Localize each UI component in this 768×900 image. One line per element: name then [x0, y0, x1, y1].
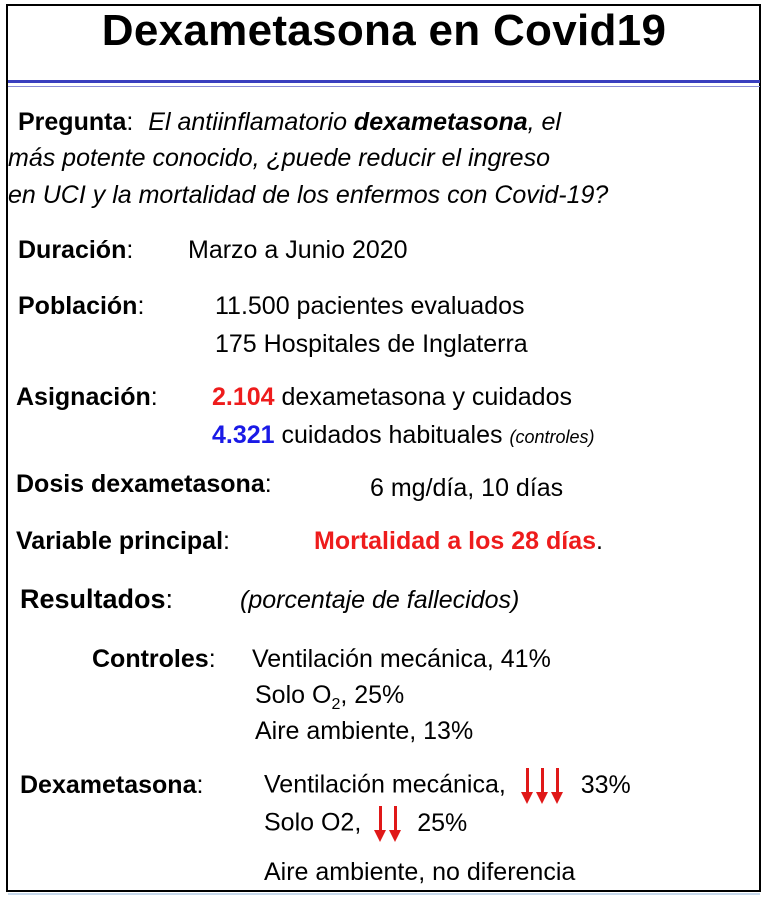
primary-variable-row: [16, 527, 230, 556]
dose-value: 6 mg/día, 10 días: [370, 474, 564, 502]
down-arrow-icon: [521, 768, 535, 804]
down-arrow-icon: [551, 768, 565, 804]
assignment-label: Asignación: [16, 383, 151, 411]
controls-line-2: [255, 681, 405, 713]
controls-line-2-pre: Solo O: [255, 681, 332, 709]
population-line-2: 175 Hospitales de Inglaterra: [215, 330, 528, 358]
population-row: [18, 292, 144, 321]
dose-label: Dosis dexametasona: [16, 470, 265, 498]
assignment-ctrl-count: 4.321: [212, 421, 275, 449]
dose-colon: :: [264, 470, 272, 498]
controls-line-3: Aire ambiente, 13%: [255, 717, 474, 745]
population-colon: :: [137, 292, 145, 320]
duration-label: Duración: [18, 236, 127, 264]
assignment-dex-count: 2.104: [212, 383, 275, 411]
primary-variable-period: .: [596, 527, 603, 555]
results-label: Resultados: [20, 584, 166, 614]
down-arrows-double: [374, 809, 404, 837]
dex-line-1-text: Ventilación mecánica,: [264, 770, 506, 799]
primary-variable-value-line: [314, 527, 603, 556]
duration-value: Marzo a Junio 2020: [188, 236, 408, 264]
question-text-pre: El antiinflamatorio: [148, 108, 354, 136]
primary-variable-colon: :: [223, 527, 230, 555]
dex-line-3: Aire ambiente, no diferencia: [264, 858, 576, 886]
controls-row: [92, 645, 216, 674]
assignment-ctrl-line: [212, 421, 594, 450]
assignment-dex-line: [212, 383, 572, 412]
controls-line-2-sub: 2: [331, 696, 341, 713]
title-rule-thin: [8, 86, 760, 87]
down-arrow-icon: [536, 768, 550, 804]
dex-line-2: [264, 806, 467, 842]
population-line-1: 11.500 pacientes evaluados: [215, 292, 525, 320]
controls-line-1: Ventilación mecánica, 41%: [252, 645, 551, 673]
dex-row: [20, 771, 203, 800]
question-text-post: , el: [527, 108, 561, 136]
assignment-row: [16, 383, 158, 412]
down-arrow-icon: [389, 806, 403, 842]
question-line-1: [18, 108, 561, 137]
dex-label: Dexametasona: [20, 771, 197, 799]
question-text-bold: dexametasona: [353, 108, 528, 136]
question-colon: :: [126, 108, 134, 136]
assignment-dex-text: dexametasona y cuidados: [274, 383, 572, 411]
dose-row: [16, 470, 272, 499]
dex-line-2-text: Solo O2,: [264, 808, 362, 837]
down-arrow-icon: [374, 806, 388, 842]
controls-label: Controles: [92, 645, 209, 673]
dex-line-1-value: 33%: [580, 770, 631, 799]
assignment-colon: :: [150, 383, 158, 411]
primary-variable-label: Variable principal: [16, 527, 224, 555]
assignment-ctrl-text: cuidados habituales: [274, 421, 510, 449]
primary-variable-value: Mortalidad a los 28 días: [314, 527, 597, 555]
question-line-3: en UCI y la mortalidad de los enfermos con Covid-19?: [8, 181, 609, 209]
dex-line-1: [264, 768, 631, 804]
title-rule: [8, 80, 760, 83]
population-label: Población: [18, 292, 138, 320]
assignment-ctrl-note: (controles): [509, 427, 595, 447]
question-line-2: más potente conocido, ¿puede reducir el ingreso: [8, 144, 550, 172]
controls-line-2-post: , 25%: [340, 681, 405, 709]
question-label: Pregunta: [18, 108, 127, 136]
duration-colon: :: [126, 236, 134, 264]
dex-line-2-value: 25%: [417, 808, 468, 837]
results-note: (porcentaje de fallecidos): [240, 586, 520, 614]
results-colon: :: [165, 584, 174, 614]
down-arrows-triple: [521, 771, 566, 799]
dex-colon: :: [196, 771, 204, 799]
results-row: [20, 584, 173, 615]
duration-row: [18, 236, 133, 265]
slide-title: Dexametasona en Covid19: [101, 6, 667, 55]
controls-colon: :: [208, 645, 216, 673]
bottom-rule: [8, 893, 760, 895]
